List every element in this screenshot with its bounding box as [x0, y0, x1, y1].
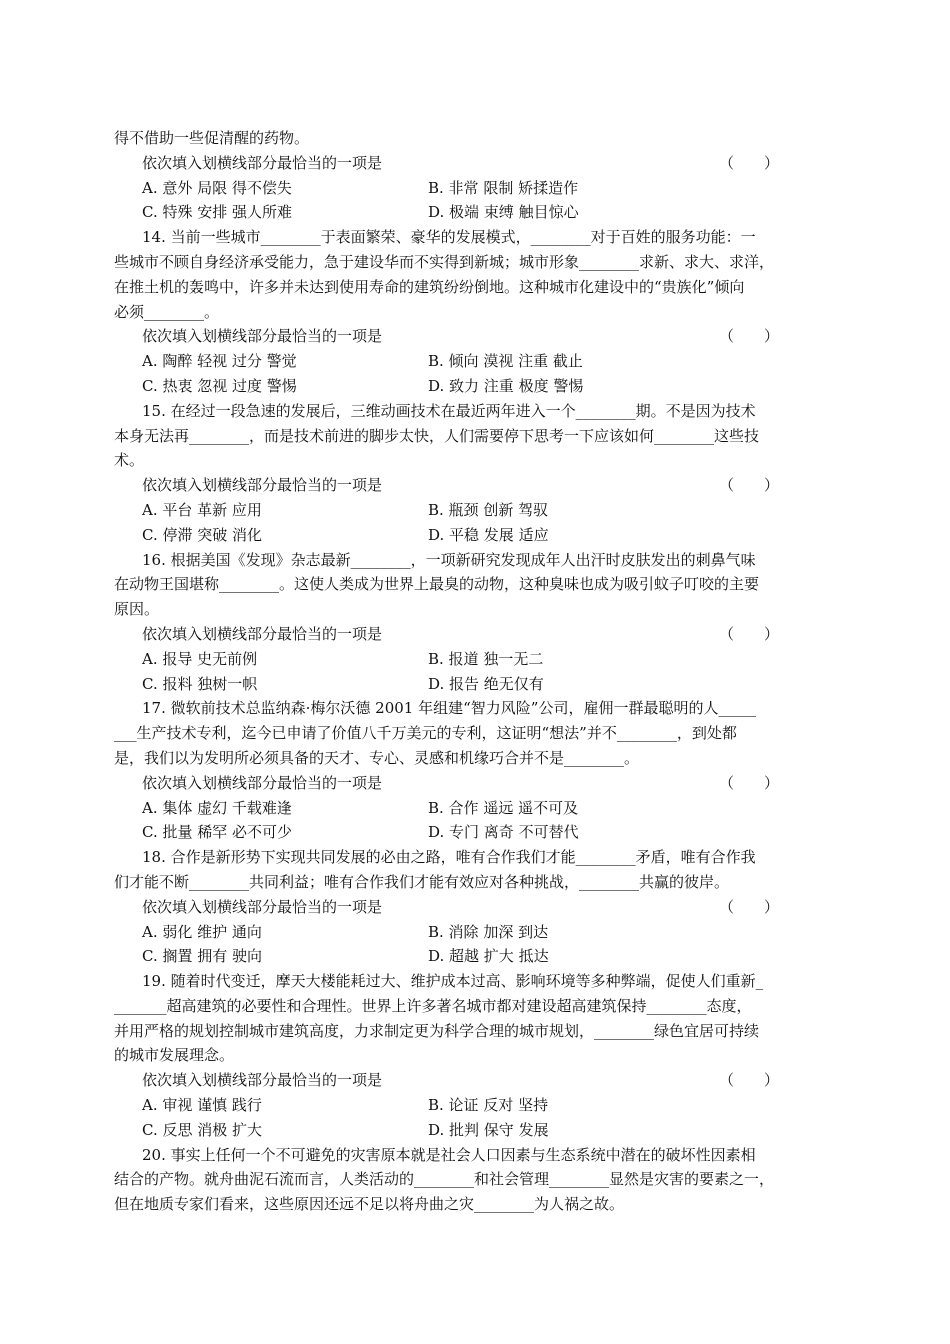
q19-prompt [114, 1068, 838, 1093]
q19-stem-line: 19. 随着时代变迁，摩天大楼能耗过大、维护成本过高、影响环境等多种弊端，促使人们重新_ [142, 972, 764, 991]
option-c: C. 反思 消极 扩大 [142, 1120, 263, 1139]
prompt-text: 依次填入划横线部分最恰当的一项是 [142, 476, 383, 495]
option-c: C. 搁置 拥有 驶向 [142, 947, 263, 966]
q18-prompt [114, 895, 838, 920]
option-c: C. 报料 独树一帜 [142, 674, 258, 693]
option-b: B. 消除 加深 到达 [428, 922, 549, 941]
q14-stem-line: 必须________。 [114, 302, 220, 321]
prompt-text: 依次填入划横线部分最恰当的一项是 [142, 773, 383, 792]
option-d: D. 超越 扩大 抵达 [428, 947, 549, 966]
q19-stem-line: _______超高建筑的必要性和合理性。世界上许多著名城市都对建设超高建筑保持________态度， [114, 996, 752, 1015]
q19-stem-line: 并用严格的规划控制城市建筑高度，力求制定更为科学合理的城市规划，________绿色宜居可持续 [114, 1021, 760, 1040]
q16-stem-line: 原因。 [114, 600, 160, 619]
option-c: C. 停滞 突破 消化 [142, 525, 263, 544]
option-b: B. 倾向 漠视 注重 截止 [428, 352, 583, 371]
q16-options-row-2 [114, 672, 838, 697]
q17-stem-line: 17. 微软前技术总监纳森·梅尔沃德 2001 年组建“智力风险”公司，雇佣一群最聪明的人_____ [142, 699, 756, 718]
option-a: A. 陶醉 轻视 过分 警觉 [142, 352, 297, 371]
page-content [114, 126, 838, 1217]
option-a: A. 弱化 维护 通向 [142, 922, 262, 941]
q17-prompt [114, 771, 838, 796]
prompt-text: 依次填入划横线部分最恰当的一项是 [142, 1071, 383, 1090]
option-c: C. 热衷 忽视 过度 警惕 [142, 376, 297, 395]
option-a: A. 审视 谨慎 践行 [142, 1096, 262, 1115]
lead-line: 得不借助一些促清醒的药物。 [114, 129, 310, 147]
option-a: A. 集体 虚幻 千载难逢 [142, 798, 292, 817]
answer-blank: （ ） [719, 773, 780, 792]
q13-prompt [114, 151, 838, 176]
q18-stem-line: 们才能不断________共同利益；唯有合作我们才能有效应对各种挑战，________共赢的彼岸。 [114, 872, 730, 891]
option-a: A. 报导 史无前例 [142, 649, 258, 668]
q19-options-row-1 [114, 1093, 838, 1118]
option-d: D. 极端 束缚 触目惊心 [428, 203, 579, 222]
q15-stem-line: 15. 在经过一段急速的发展后，三维动画技术在最近两年进入一个________期。不是因为技术 [142, 401, 756, 420]
option-b: B. 合作 遥远 遥不可及 [428, 798, 579, 817]
q14-options-row-1 [114, 349, 838, 374]
option-b: B. 报道 独一无二 [428, 649, 544, 668]
option-b: B. 瓶颈 创新 驾驭 [428, 500, 549, 519]
q17-stem-line: ___生产技术专利，迄今已申请了价值八千万美元的专利，这证明“想法”并不________，到处都 [114, 724, 737, 743]
q15-prompt [114, 473, 838, 498]
option-c: C. 批量 稀罕 必不可少 [142, 823, 293, 842]
q14-stem-line: 在推土机的轰鸣中，许多并未达到使用寿命的建筑纷纷倒地。这种城市化建设中的“贵族化”倾向 [114, 277, 745, 296]
answer-blank: （ ） [719, 624, 780, 643]
q15-stem-line: 本身无法再________，而是技术前进的脚步太快，人们需要停下思考一下应该如何________这些技 [114, 426, 760, 445]
answer-blank: （ ） [719, 897, 780, 916]
answer-blank: （ ） [719, 327, 780, 346]
q15-stem-line: 术。 [114, 451, 145, 470]
prompt-text: 依次填入划横线部分最恰当的一项是 [142, 624, 383, 643]
answer-blank: （ ） [719, 476, 780, 495]
q20-stem-line: 20. 事实上任何一个不可避免的灾害原本就是社会人口因素与生态系统中潜在的破坏性因素相 [142, 1145, 756, 1164]
answer-blank: （ ） [719, 153, 780, 172]
q16-stem-line: 在动物王国堪称________。这使人类成为世界上最臭的动物，这种臭味也成为吸引蚊子叮咬的主要 [114, 575, 760, 594]
q13-options-row-1 [114, 176, 838, 201]
option-d: D. 致力 注重 极度 警惕 [428, 376, 584, 395]
q18-options-row-2 [114, 944, 838, 969]
q18-options-row-1 [114, 920, 838, 945]
q18-stem-line: 18. 合作是新形势下实现共同发展的必由之路，唯有合作我们才能________矛盾，唯有合作我 [142, 848, 756, 867]
option-a: A. 平台 革新 应用 [142, 500, 262, 519]
option-d: D. 报告 绝无仅有 [428, 674, 544, 693]
q17-options-row-1 [114, 796, 838, 821]
option-d: D. 批判 保守 发展 [428, 1120, 549, 1139]
q16-stem-line: 16. 根据美国《发现》杂志最新________，一项新研究发现成年人出汗时皮肤发出的刺鼻气味 [142, 550, 756, 569]
q14-options-row-2 [114, 374, 838, 399]
option-b: B. 非常 限制 矫揉造作 [428, 178, 579, 197]
q20-stem-line: 但在地质专家们看来，这些原因还远不足以将舟曲之灾________为人祸之故。 [114, 1195, 625, 1214]
answer-blank: （ ） [719, 1071, 780, 1090]
prompt-text: 依次填入划横线部分最恰当的一项是 [142, 327, 383, 346]
q15-options-row-2 [114, 523, 838, 548]
q17-options-row-2 [114, 820, 838, 845]
q17-stem-line: 是，我们以为发明所必须具备的天才、专心、灵感和机缘巧合并不是________。 [114, 748, 640, 767]
q14-prompt [114, 324, 838, 349]
option-d: D. 平稳 发展 适应 [428, 525, 549, 544]
option-d: D. 专门 离奇 不可替代 [428, 823, 579, 842]
option-a: A. 意外 局限 得不偿失 [142, 178, 292, 197]
q14-stem-line: 些城市不顾自身经济承受能力，急于建设华而不实得到新城；城市形象________求新、求大、求洋， [114, 252, 775, 271]
q13-options-row-2 [114, 200, 838, 225]
q19-options-row-2 [114, 1118, 838, 1143]
prompt-text: 依次填入划横线部分最恰当的一项是 [142, 153, 383, 172]
option-c: C. 特殊 安排 强人所难 [142, 203, 293, 222]
q14-stem-line: 14. 当前一些城市________于表面繁荣、豪华的发展模式，________对于百姓的服务功能：一 [142, 228, 756, 247]
option-b: B. 论证 反对 坚持 [428, 1096, 549, 1115]
q19-stem-line: 的城市发展理念。 [114, 1046, 235, 1065]
q15-options-row-1 [114, 498, 838, 523]
q16-prompt [114, 622, 838, 647]
q20-stem-line: 结合的产物。就舟曲泥石流而言，人类活动的________和社会管理________显然是灾害的要素之一， [114, 1170, 775, 1189]
prompt-text: 依次填入划横线部分最恰当的一项是 [142, 897, 383, 916]
q16-options-row-1 [114, 647, 838, 672]
